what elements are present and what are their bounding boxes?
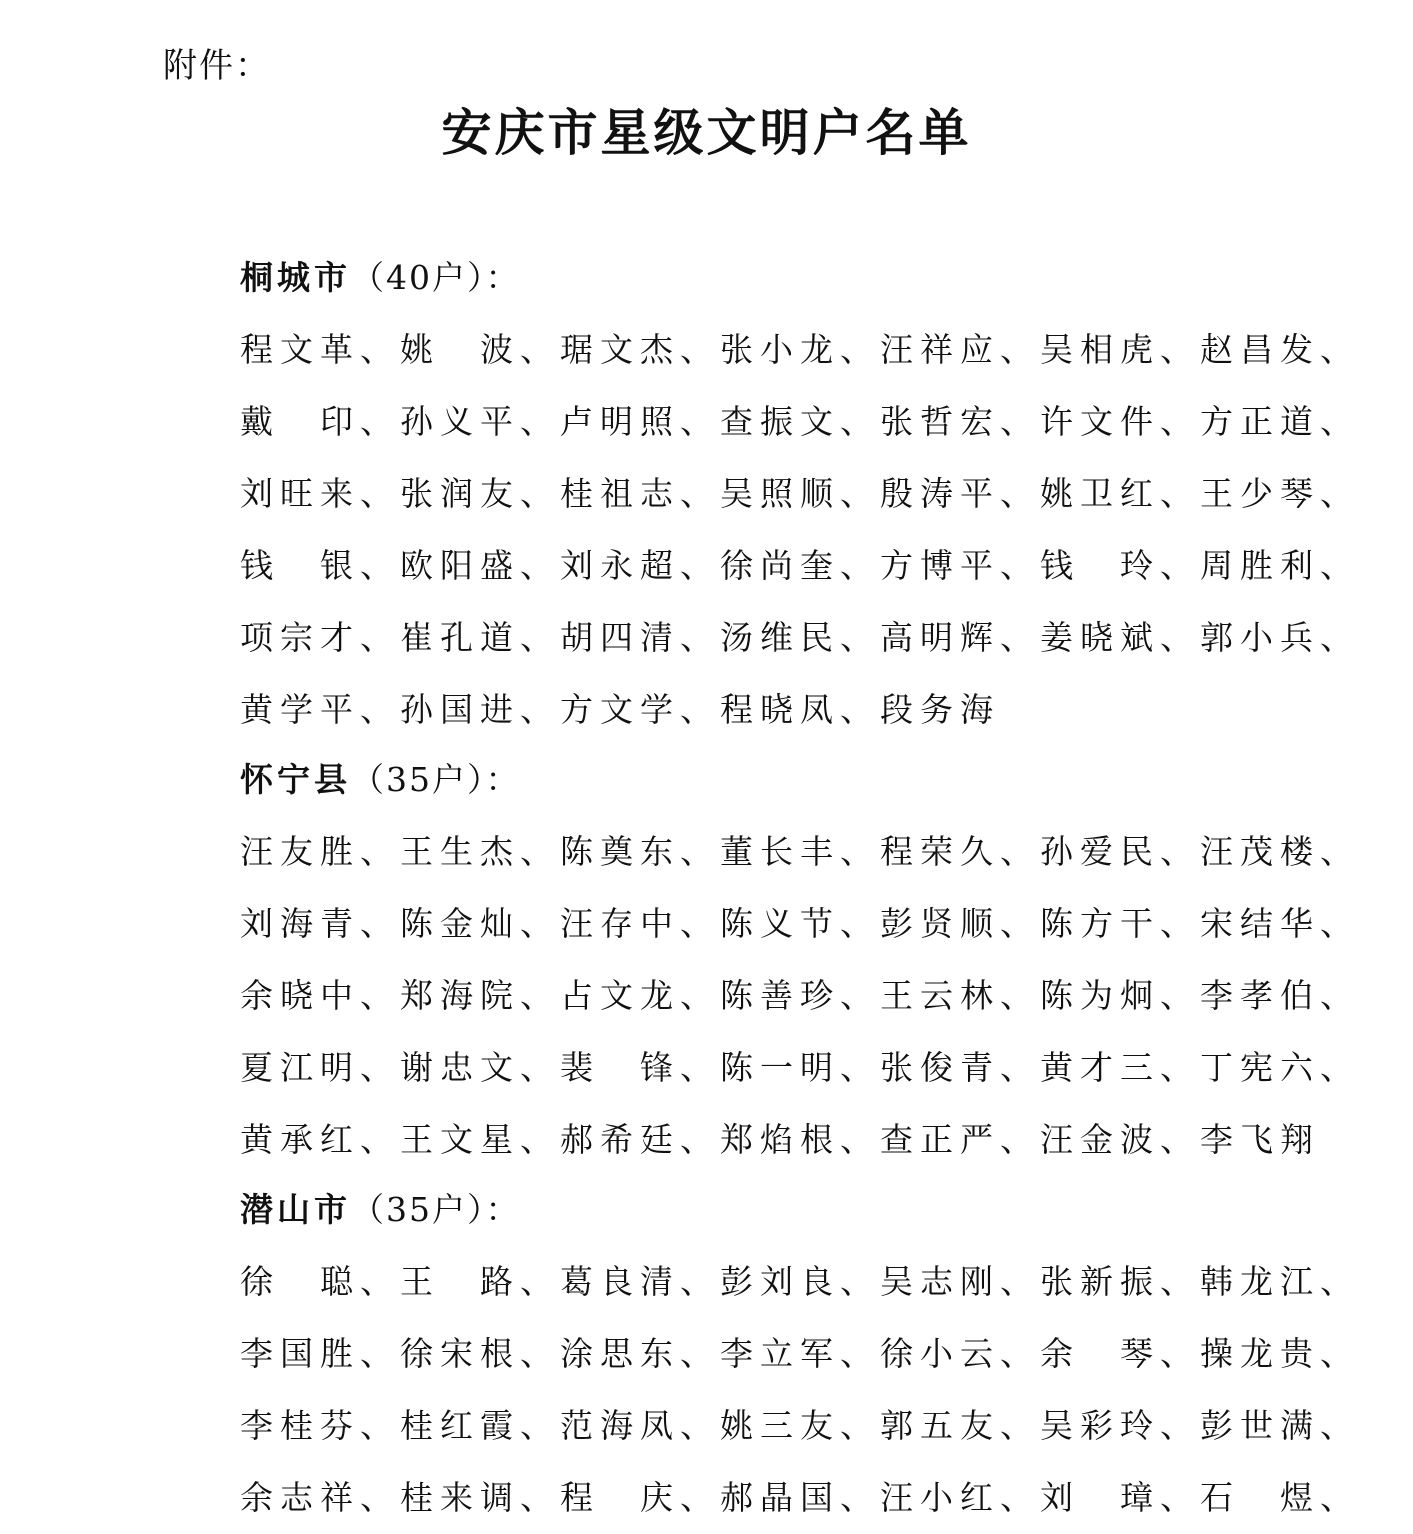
name-line: 程文革、姚 波、琚文杰、张小龙、汪祥应、吴相虎、赵昌发、 — [240, 330, 1360, 369]
name-line: 钱 银、欧阳盛、刘永超、徐尚奎、方博平、钱 玲、周胜利、 — [240, 546, 1360, 585]
name-line: 项宗才、崔孔道、胡四清、汤维民、高明辉、姜晓斌、郭小兵、 — [240, 618, 1360, 657]
section-count: （35户）： — [351, 1190, 521, 1229]
name-list — [240, 816, 1360, 1176]
document-title: 安庆市星级文明户名单 — [441, 103, 972, 162]
name-list — [240, 314, 1360, 746]
section-tongcheng — [240, 242, 1360, 746]
section-region: 潜山市 — [240, 1190, 351, 1229]
name-line: 汪友胜、王生杰、陈奠东、董长丰、程荣久、孙爱民、汪茂楼、 — [240, 832, 1360, 871]
section-count: （40户）： — [351, 258, 521, 297]
section-region: 怀宁县 — [240, 760, 351, 799]
name-line: 徐 聪、王 路、葛良清、彭刘良、吴志刚、张新振、韩龙江、 — [240, 1262, 1360, 1301]
section-heading — [240, 1174, 1360, 1246]
section-count: （35户）： — [351, 760, 521, 799]
name-line: 黄学平、孙国进、方文学、程晓凤、段务海 — [240, 690, 1000, 729]
name-line: 戴 印、孙义平、卢明照、查振文、张哲宏、许文件、方正道、 — [240, 402, 1360, 441]
section-huaining — [240, 744, 1360, 1176]
name-line: 余志祥、桂来调、程 庆、郝晶国、汪小红、刘 璋、石 煜、 — [240, 1478, 1360, 1517]
name-line: 李桂芬、桂红霞、范海凤、姚三友、郭五友、吴彩玲、彭世满、 — [240, 1406, 1360, 1445]
name-line: 黄承红、王文星、郝希廷、郑焰根、查正严、汪金波、李飞翔 — [240, 1120, 1320, 1159]
name-line: 刘海青、陈金灿、汪存中、陈义节、彭贤顺、陈方干、宋结华、 — [240, 904, 1360, 943]
name-line: 夏江明、谢忠文、裴 锋、陈一明、张俊青、黄才三、丁宪六、 — [240, 1048, 1360, 1087]
name-line: 余晓中、郑海院、占文龙、陈善珍、王云林、陈为炯、李孝伯、 — [240, 976, 1360, 1015]
name-line: 李国胜、徐宋根、涂思东、李立军、徐小云、余 琴、操龙贵、 — [240, 1334, 1360, 1373]
section-region: 桐城市 — [240, 258, 351, 297]
section-qianshan — [240, 1174, 1360, 1534]
name-list — [240, 1246, 1360, 1534]
section-heading — [240, 744, 1360, 816]
name-line: 刘旺来、张润友、桂祖志、吴照顺、殷涛平、姚卫红、王少琴、 — [240, 474, 1360, 513]
attachment-label: 附件： — [163, 46, 271, 86]
section-heading — [240, 242, 1360, 314]
